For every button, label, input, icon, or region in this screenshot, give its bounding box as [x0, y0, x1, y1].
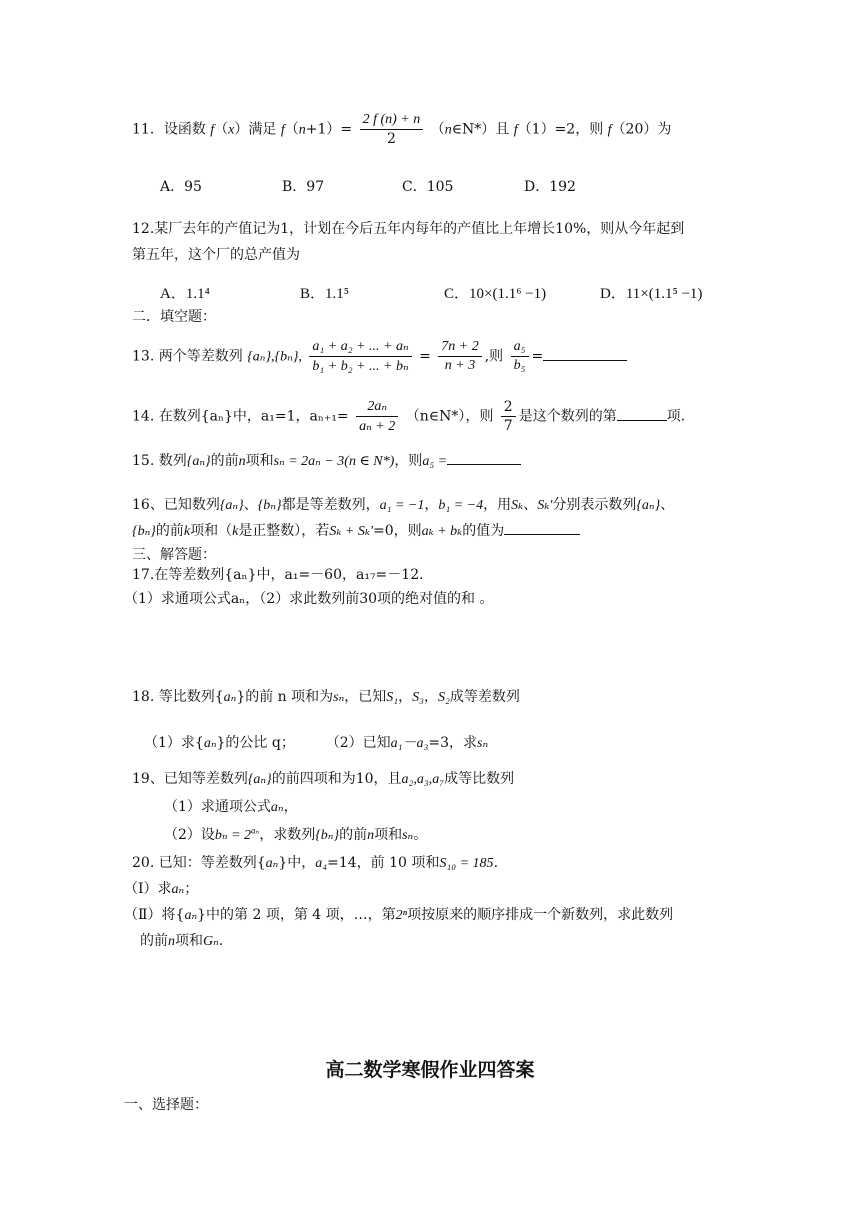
q14-den: aₙ + 2 [359, 419, 396, 434]
q18-s3: S₃ [412, 690, 425, 705]
q11-f3: f [513, 122, 518, 138]
q15-a5: a₅ = [422, 454, 448, 469]
q13-frac-ab [511, 339, 529, 374]
q15-answer-blank[interactable] [447, 463, 521, 465]
q14-fden: 7 [503, 418, 513, 434]
q11-given: （1）=2，则 [517, 121, 604, 138]
q16-g: 的前 [155, 523, 184, 539]
q13-rnum: 7n + 2 [438, 339, 481, 357]
q20-gn: Gₙ [203, 934, 219, 949]
q12-option-c: C．10×(1.1⁶ −1) [444, 286, 547, 302]
q11-line: 11．设函数 f（x）满足 f（n+1）= $\frac{2 f (n) + n}{2}$ （n∈N*）且 f（1）=2，则 f（20）为 [132, 112, 672, 147]
q20-part1-an: aₙ [171, 882, 185, 897]
q13-prefix: 13. 两个等差数列 [132, 348, 243, 365]
q14-answer-blank[interactable] [617, 419, 667, 421]
q16-skp: Sₖ' [537, 498, 553, 513]
q20-s10: S₁₀ = 185 [439, 856, 494, 871]
section-2-heading: 二．填空题： [132, 309, 216, 325]
q16-seq-b: {bₙ} [257, 498, 282, 513]
q16-comma: ， [424, 497, 439, 513]
q18-c: ，已知 [344, 689, 387, 705]
q19-line2 [164, 796, 298, 816]
q13-seqs: {aₙ},{bₙ}, [247, 349, 302, 365]
q20-part2-an: aₙ [184, 908, 198, 923]
q11-cond-n: n [444, 122, 452, 138]
section-3-heading: 三、解答题： [132, 547, 216, 563]
q14-end: 项. [666, 408, 686, 425]
q11-option-c: C．105 [402, 179, 454, 195]
q18-a: 18. 等比数列{ [132, 689, 224, 705]
q20-a: 20. 已知：等差数列{ [132, 855, 266, 871]
q11-option-b: B．97 [282, 179, 325, 195]
q18-d: ， [398, 689, 413, 705]
q12-option-a: A．1.1⁴ [160, 286, 210, 302]
q13-then: ,则 [484, 348, 504, 365]
q20-part1: （Ⅰ）求 [124, 881, 172, 897]
q16-akbk: aₖ + bₖ [421, 524, 463, 539]
q20-line3b: 项和 [175, 933, 203, 949]
q13-b5: b₅ [513, 358, 526, 373]
q19-n: n [367, 828, 375, 843]
q14-frac [356, 398, 398, 435]
q17-line1: 17.在等差数列{aₙ}中，a₁=－60，a₁₇=－12． [132, 567, 434, 583]
q11-f2: f [280, 122, 285, 138]
q14-frac-2-7 [501, 399, 516, 434]
q19-sub1b: ， [283, 799, 298, 815]
q18-sn2: sₙ [477, 736, 489, 751]
q16-e: 分别表示数列 [552, 497, 637, 513]
q15-then: ，则 [394, 453, 423, 469]
q18-sub1: （1）求{ [144, 735, 204, 751]
q11-n: n [298, 122, 306, 138]
q16-answer-blank[interactable] [504, 533, 580, 535]
q11-f: f [210, 122, 215, 138]
q18-s2: S₂ [438, 690, 450, 705]
q20-d: . [493, 855, 499, 871]
q18-s1: S₁ [386, 690, 399, 705]
q13-frac-left [309, 338, 411, 375]
q18-sn: sₙ [333, 690, 345, 705]
q16-k: k [183, 524, 191, 539]
q13-eq: = [419, 348, 431, 365]
q20-line2 [124, 878, 198, 898]
q19-terms: a₂,a₃,a₇ [401, 772, 445, 787]
q13-num: a₁ + a₂ + ... + aₙ [309, 338, 411, 357]
q18-line2 [144, 732, 488, 752]
q19-bseq: {bₙ} [315, 828, 340, 843]
q19-c: 成等比数列 [444, 771, 515, 787]
q11-option-a: A．95 [160, 179, 202, 195]
q18-sub1b: }的公比 q； [216, 735, 295, 751]
q13-frac-right [438, 339, 481, 374]
q16-c: 都是等差数列， [281, 497, 380, 513]
q11-tail: （20）为 [611, 121, 672, 138]
q11-text: 11．设函数 [132, 121, 206, 138]
q16-a1: a₁ = −1 [379, 498, 425, 513]
q19-line1 [132, 768, 514, 788]
q16-line2 [132, 520, 580, 540]
q14-line [132, 398, 685, 435]
q12-line1: 12.某厂去年的产值记为1，计划在今后五年内每年的产值比上年增长10%，则从今年起到 [132, 221, 685, 237]
q19-sub1: （1）求通项公式 [164, 799, 271, 815]
q13-a5: a₅ [511, 339, 529, 357]
q13-answer-blank[interactable] [543, 359, 627, 361]
q19-sub2c: 的前 [339, 827, 368, 843]
q12-option-d: D．11×(1.1⁵ −1) [600, 286, 703, 302]
q19-line3 [164, 824, 427, 844]
q20-part2c: 项按原来的顺序排成一个新数列，求此数列 [407, 907, 674, 923]
section-1-heading: 一、选择题： [124, 1097, 208, 1113]
q19-sub2b: ，求数列 [259, 827, 316, 843]
q18-e: ， [424, 689, 439, 705]
q15-prefix: 15. 数列 [132, 453, 187, 469]
q11-f4: f [607, 122, 612, 138]
q14-num: 2aₙ [356, 398, 398, 417]
q19-sn: sₙ [402, 828, 414, 843]
q19-seq: {aₙ} [247, 772, 272, 787]
q15-mid: 的前 [210, 453, 239, 469]
q12-option-b: B．1.1⁵ [300, 286, 349, 302]
q20-part2a: （Ⅱ）将{ [124, 907, 185, 923]
q20-pow: 2ⁿ [395, 908, 408, 923]
q11-fraction [360, 112, 424, 147]
q20-line3 [124, 904, 673, 924]
q20-line3c: . [218, 933, 224, 949]
q20-part1-end: ； [184, 881, 199, 897]
q17-line2: （1）求通项公式aₙ，（2）求此数列前30项的绝对值的和 。 [124, 591, 494, 607]
q14-fnum: 2 [501, 399, 516, 417]
q18-eq: a₁－a₃ [390, 736, 429, 751]
q16-j: =0，则 [372, 523, 422, 539]
q16-seq-a2: {aₙ} [636, 498, 661, 513]
q19-sub2d: 项和 [374, 827, 403, 843]
q13-den: b₁ + b₂ + ... + bₙ [312, 359, 409, 374]
q20-line3a: 的前 [140, 933, 168, 949]
q20-an: aₙ [265, 856, 279, 871]
q18-sub1-an: aₙ [203, 736, 217, 751]
q16-k2: k [232, 524, 239, 539]
q20-line4 [140, 930, 223, 950]
q14-prefix: 14. 在数列{aₙ}中，a₁=1，aₙ₊₁= [132, 408, 349, 425]
q16-b1: b₁ = −4 [438, 498, 484, 513]
q14-cond: （n∈N*），则 [405, 408, 494, 425]
q15-seq: {aₙ} [186, 454, 211, 469]
q18-line1 [132, 686, 520, 706]
q11-x: x [228, 122, 235, 138]
q16-sep: 、 [523, 497, 538, 513]
q13-rden: n + 3 [444, 358, 476, 373]
q19-end: 。 [413, 827, 428, 843]
q16-d: ，用 [483, 497, 512, 513]
q16-a: 16、已知数列 [132, 497, 220, 513]
q20-n: n [168, 934, 175, 949]
q15-formula: sₙ = 2aₙ − 3(n ∈ N*) [273, 454, 395, 469]
q15-mid2: 项和 [245, 453, 274, 469]
q16-h: 项和（ [190, 523, 233, 539]
q15-line [132, 450, 521, 470]
q19-b: 的前四项和为10，且 [271, 771, 402, 787]
q16-l: 的值为 [462, 523, 505, 539]
q18-sub2: （2）已知 [325, 735, 391, 751]
q14-tail: 是这个数列的第 [518, 408, 617, 425]
q20-b: }中， [278, 855, 316, 871]
q15-n: n [238, 454, 246, 469]
q20-c: =14，前 10 项和 [327, 855, 440, 871]
q16-i: 是正整数），若 [238, 523, 330, 539]
q13-end: = [531, 348, 544, 365]
q16-line1 [132, 494, 674, 514]
q16-seq-b2: {bₙ} [132, 524, 156, 539]
q20-a4: a₄ [315, 856, 328, 871]
q20-part2b: }中的第 2 项，第 4 项，…，第 [197, 907, 396, 923]
q11-cond: ∈N*）且 [451, 121, 510, 138]
q16-seq-a: {aₙ} [219, 498, 244, 513]
q19-bn: bₙ = 2 [214, 828, 252, 843]
q11-option-d: D．192 [524, 179, 576, 195]
q18-b: }的前 n 项和为 [236, 689, 334, 705]
q19-exp: aₙ [251, 825, 260, 836]
q11-plus1: +1）= [305, 121, 353, 138]
q19-a: 19、已知等差数列 [132, 771, 248, 787]
q18-sub2b: =3，求 [428, 735, 478, 751]
q20-line1 [132, 852, 498, 872]
q12-line2: 第五年，这个厂的总产值为 [132, 247, 300, 263]
q11-mid: 满足 [248, 121, 277, 138]
q16-f: 、 [660, 497, 675, 513]
q11-frac-den: 2 [386, 131, 396, 147]
q11-frac-num: 2 f (n) + n [360, 112, 424, 130]
q19-sub2: （2）设 [164, 827, 215, 843]
q16-b: 、 [243, 497, 258, 513]
q19-an: aₙ [270, 800, 284, 815]
q18-f: 成等差数列 [449, 689, 520, 705]
q16-sk: Sₖ [511, 498, 524, 513]
q16-sum: Sₖ + Sₖ' [329, 524, 373, 539]
q13-line [132, 338, 627, 375]
q18-an: aₙ [223, 690, 237, 705]
answer-title: 高二数学寒假作业四答案 [325, 1059, 535, 1081]
